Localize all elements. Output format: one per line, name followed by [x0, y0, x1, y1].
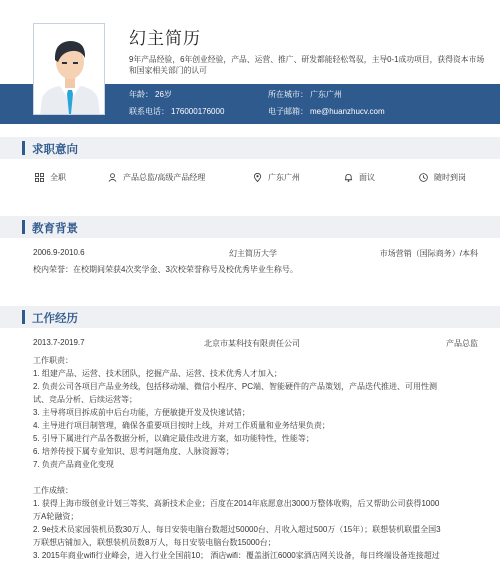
education-title: 教育背景: [32, 223, 78, 235]
work-company: 北京市某科技有限责任公司: [204, 339, 300, 348]
result-line: 1. 获得上海市级创业计划三等奖、高新技术企业；百度在2014年底愿意出3000万整体收购，后又帮助公司获得1000: [33, 499, 440, 508]
age-value: 26岁: [155, 90, 172, 99]
result-line: 2. 9e技术员家园装机员数30万人、每日安装电脑台数超过50000台、月收入超过500万（15年）；联想装机联盟全国3: [33, 525, 441, 534]
clock-icon: [419, 173, 428, 182]
intent-item-label: 广东广州: [268, 173, 300, 182]
avatar-illustration: [34, 24, 105, 115]
intent-item-availability: [419, 172, 466, 183]
resume-header: [0, 0, 500, 124]
intent-items: [0, 172, 500, 186]
duty-line: 7. 负责产品商业化变现: [33, 460, 114, 469]
education-honors: 校内荣誉：在校期间荣获4次奖学金、3次校荣誉称号及校优秀毕业生称号。: [33, 265, 298, 274]
age-label: 年龄：: [129, 90, 153, 99]
section-accent-bar: [22, 141, 25, 155]
age-field: [129, 89, 172, 100]
duty-line: 3. 主导将项目拆成前中后台功能，方便敏捷开发及快速试错；: [33, 408, 250, 417]
intent-item-label: 随时到岗: [434, 173, 466, 182]
result-line: 万联想店铺加入，联想装机员数8万人，每日安装电脑台数15000台；: [33, 538, 276, 547]
grid-icon: [35, 173, 44, 182]
work-title: 工作经历: [32, 313, 78, 325]
education-major: 市场营销（国际商务）/本科: [379, 249, 478, 258]
intent-section: [0, 137, 500, 159]
location-icon: [253, 173, 262, 182]
city-value: 广东广州: [310, 90, 342, 99]
intent-item-position: [108, 172, 205, 183]
email-label: 电子邮箱：: [268, 107, 308, 116]
section-accent-bar: [22, 310, 25, 324]
city-label: 所在城市：: [268, 90, 308, 99]
work-position: 产品总监: [446, 339, 478, 348]
profile-photo: [33, 23, 105, 115]
education-period: 2006.9-2010.6: [33, 248, 85, 257]
intent-item-salary: [344, 172, 375, 183]
intent-item-type: [35, 172, 66, 183]
section-accent-bar: [22, 220, 25, 234]
phone-label: 联系电话：: [129, 107, 169, 116]
person-icon: [108, 173, 117, 182]
bell-icon: [344, 173, 353, 182]
city-field: [268, 89, 342, 100]
result-line: 3. 2015年商业wifi行业峰会，进入行业全国前10； 酒店wifi：覆盖浙江6000家酒店网关设备，每日终端设备连接超过: [33, 551, 440, 560]
work-section-header: [0, 306, 500, 328]
duty-line: 4. 主导进行项目制管理，确保各重要项目按时上线，并对工作质量和业务结果负责；: [33, 421, 330, 430]
duty-line: 2. 负责公司各项目产品业务线，包括移动端、微信小程序、PC端、智能硬件的产品策划，产品迭代推进、可用性测: [33, 382, 438, 391]
intent-item-label: 面议: [359, 173, 375, 182]
candidate-name: 幻主简历: [129, 29, 201, 48]
work-period: 2013.7-2019.7: [33, 338, 85, 347]
duties-title: 工作职责：: [33, 356, 73, 365]
intent-title: 求职意向: [32, 144, 78, 156]
duty-line: 试、竞品分析、后续运营等；: [33, 395, 137, 404]
education-section: [0, 216, 500, 238]
intent-item-city: [253, 172, 300, 183]
duty-line: 6. 培养传授下属专业知识、思考问题角度、人脉资源等；: [33, 447, 234, 456]
profile-summary: 9年产品经验，6年创业经验，产品、运营、推广、研发都能轻松驾驭，主导0-1成功项目，获得资本市场和国家相关部门的认可: [129, 55, 485, 75]
email-value: me@huanzhucv.com: [310, 107, 385, 116]
results-title: 工作成绩：: [33, 486, 73, 495]
phone-value: 176000176000: [171, 107, 225, 116]
intent-item-label: 全职: [50, 173, 66, 182]
phone-field: [129, 106, 224, 117]
education-school: 幻主简历大学: [229, 249, 277, 258]
duty-line: 5. 引导下属进行产品各数据分析，以确定最佳改进方案，如功能特性，性能等；: [33, 434, 314, 443]
duty-line: 1. 组建产品、运营、技术团队，挖掘产品、运营、技术优秀人才加入；: [33, 369, 282, 378]
email-field: [268, 106, 385, 117]
result-line: 万A轮融资；: [33, 512, 79, 521]
work-section: [0, 306, 500, 328]
intent-item-label: 产品总监/高级产品经理: [123, 173, 206, 182]
intent-section-header: [0, 137, 500, 159]
education-section-header: [0, 216, 500, 238]
